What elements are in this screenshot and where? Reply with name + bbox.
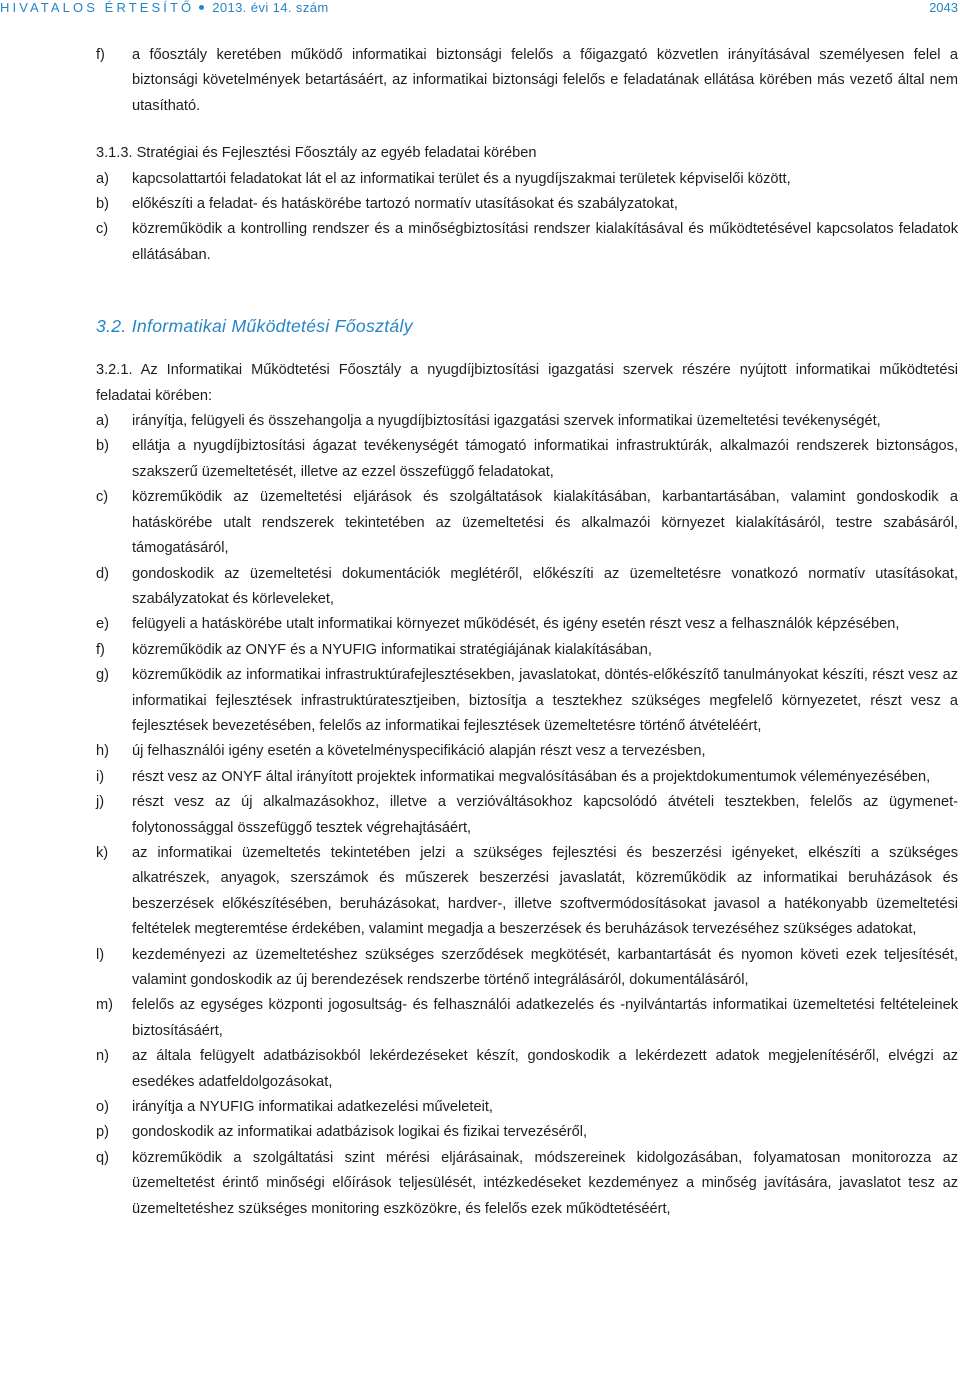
item-label: l) (96, 946, 105, 963)
issue-label: 2013. évi 14. szám (212, 0, 329, 15)
list-item (96, 192, 958, 217)
section-heading: 3.2. Informatikai Működtetési Főosztály (96, 316, 413, 337)
item-text: irányítja, felügyeli és összehangolja a nyugdíjbiztosítási igazgatási szervek informatikai üzemeltetési tevékenységét, (132, 413, 881, 430)
item-text: közreműködik a szolgáltatási szint mérési eljárásainak, módszereinek kidolgozásában, folyamatosan monitorozza az üzemeltetést érintő minőségi előírások teljesülését, intézkedéseket kezdeményez a minőség javítására, javaslatot tesz az üzemeltetéshez szükséges monitoring eszközökre, és felelős ezek működtetéséért, (132, 1149, 958, 1217)
list-item (96, 409, 958, 434)
running-title (0, 0, 329, 16)
list-item (96, 562, 958, 613)
item-text: részt vesz az új alkalmazásokhoz, illetve a verzióváltásokhoz kapcsolódó átvételi tesztekben, felelős az ügymenet-folytonossággal összefüggő tesztek végrehajtásáért, (132, 794, 958, 836)
item-text: ellátja a nyugdíjbiztosítási ágazat tevékenységét támogató informatikai infrastruktúrák, alkalmazói rendszerek biztonságos, szakszerű üzemeltetését, illetve az ezzel összefüggő feladatokat, (132, 438, 958, 480)
list-item (96, 167, 958, 192)
item-text: gondoskodik az üzemeltetési dokumentációk meglétéről, előkészíti az üzemeltetésre vonatkozó normatív utasításokat, szabályzatokat és körleveleket, (132, 565, 958, 607)
item-text: kapcsolattartói feladatokat lát el az informatikai terület és a nyugdíjszakmai területek képviselői között, (132, 170, 791, 187)
item-text: irányítja a NYUFIG informatikai adatkezelési műveleteit, (132, 1099, 493, 1116)
section-intro: 3.2.1. Az Informatikai Működtetési Főosztály a nyugdíjbiztosítási igazgatási szervek részére nyújtott informatikai működtetési feladatai körében: (96, 362, 958, 404)
item-text: részt vesz az ONYF által irányított projektek informatikai megvalósításában és a projektdokumentumok véleményezésében, (132, 768, 931, 785)
item-label: f) (96, 641, 105, 658)
item-text: gondoskodik az informatikai adatbázisok logikai és fizikai tervezéséről, (132, 1124, 588, 1141)
item-label: k) (96, 844, 109, 861)
list-item (96, 739, 958, 764)
item-label: q) (96, 1149, 109, 1166)
item-text: felügyeli a hatáskörébe utalt informatikai környezet működését, és igény esetén részt vesz a felhasználók képzésében, (132, 616, 900, 633)
section-intro: 3.1.3. Stratégiai és Fejlesztési Főosztály az egyéb feladatai körében (96, 145, 537, 162)
list-item (96, 1044, 958, 1095)
list-item (96, 841, 958, 943)
item-label: o) (96, 1099, 109, 1116)
item-text: előkészíti a feladat- és hatáskörébe tartozó normatív utasításokat és szabályzatokat, (132, 196, 678, 213)
item-text: kezdeményezi az üzemeltetéshez szükséges szerződések megkötését, karbantartását és nyomon követi ezek teljesítését, valamint gondoskodik az új berendezések rendszerbe történő integrálásáról, dokumentálásáról, (132, 946, 958, 988)
item-text: felelős az egységes központi jogosultság- és felhasználói adatkezelés és -nyilvántartás informatikai üzemeltetési feltételeinek biztosításáért, (132, 997, 958, 1039)
list-item (96, 663, 958, 739)
list-item (96, 434, 958, 485)
page-number: 2043 (929, 0, 958, 15)
item-label: n) (96, 1048, 109, 1065)
list-item (96, 43, 958, 119)
list-item (96, 1146, 958, 1222)
item-label: i) (96, 768, 105, 785)
item-label: p) (96, 1124, 109, 1141)
item-label: a) (96, 413, 109, 430)
list-item (96, 1095, 958, 1120)
list-item (96, 217, 958, 268)
item-label: g) (96, 667, 109, 684)
list-item (96, 612, 958, 637)
list-item (96, 638, 958, 663)
list-item (96, 790, 958, 841)
item-text: közreműködik az ONYF és a NYUFIG informatikai stratégiájának kialakításában, (132, 641, 652, 658)
item-text: közreműködik az informatikai infrastruktúrafejlesztésekben, javaslatokat, döntés-előkészítő tanulmányokat készíti, részt vesz az informatikai fejlesztések infrastruktúratesztjeiben, biztosítja a tesztekhez szükséges megfelelő környezetet, részt vesz a fejlesztések bevezetésében, felelős az informatikai fejlesztések üzemeltetésre történő átvételéért, (132, 667, 958, 734)
item-label: c) (96, 489, 109, 506)
item-label: c) (96, 221, 109, 238)
item-label: m) (96, 997, 114, 1014)
page-header (0, 0, 960, 20)
list-item (96, 943, 958, 994)
item-text: új felhasználói igény esetén a követelményspecifikáció alapján részt vesz a tervezésben, (132, 743, 706, 760)
item-label: e) (96, 616, 109, 633)
publication-title: HIVATALOS ÉRTESÍTŐ (0, 0, 195, 15)
item-text: az informatikai üzemeltetés tekintetében jelzi a szükséges fejlesztési és beszerzési igényeket, elkészíti a szükséges alkatrészek, anyagok, szerszámok és műszerek beszerzési javaslatát, közreműködik az informatikai beruházások és beszerzések előkészítésében, beruházásokat, hardver-, illetve szoftvermódosításokat javasol a hatékonyabb üzemeltetési feltételek megteremtése érdekében, valamint megadja a beszerzések és beruházások tervezéséhez szükséges adatokat, (132, 844, 958, 938)
list-item (96, 1120, 958, 1145)
item-label: f) (96, 47, 105, 63)
item-label: a) (96, 170, 109, 187)
item-label: d) (96, 565, 109, 582)
item-label: j) (96, 794, 105, 811)
item-text: az általa felügyelt adatbázisokból lekérdezéseket készít, gondoskodik a lekérdezett adatok megjelenítéséről, elvégzi az esedékes adatfeldolgozásokat, (132, 1048, 958, 1090)
item-label: h) (96, 743, 109, 760)
bullet-dot-icon (199, 5, 204, 10)
item-text: közreműködik a kontrolling rendszer és a minőségbiztosítási rendszer kialakításával és működtetésével kapcsolatos feladatok ellátásában. (132, 221, 958, 263)
item-text: a főosztály keretében működő informatikai biztonsági felelős a főigazgató közvetlen irányításával személyesen felel a biztonsági követelmények betartásáért, az informatikai biztonsági felelős e feladatának ellátása körében más vezető által nem utasítható. (132, 47, 958, 114)
list-item (96, 993, 958, 1044)
list-item (96, 485, 958, 561)
document-body (96, 43, 958, 1222)
item-label: b) (96, 196, 109, 213)
item-label: b) (96, 438, 109, 455)
list-item (96, 765, 958, 790)
item-text: közreműködik az üzemeltetési eljárások és szolgáltatások kialakításában, karbantartásában, valamint gondoskodik a hatáskörébe utalt rendszerek tekintetében az üzemeltetési és alkalmazói környezet kialakításáról, testre szabásáról, támogatásáról, (132, 489, 958, 557)
